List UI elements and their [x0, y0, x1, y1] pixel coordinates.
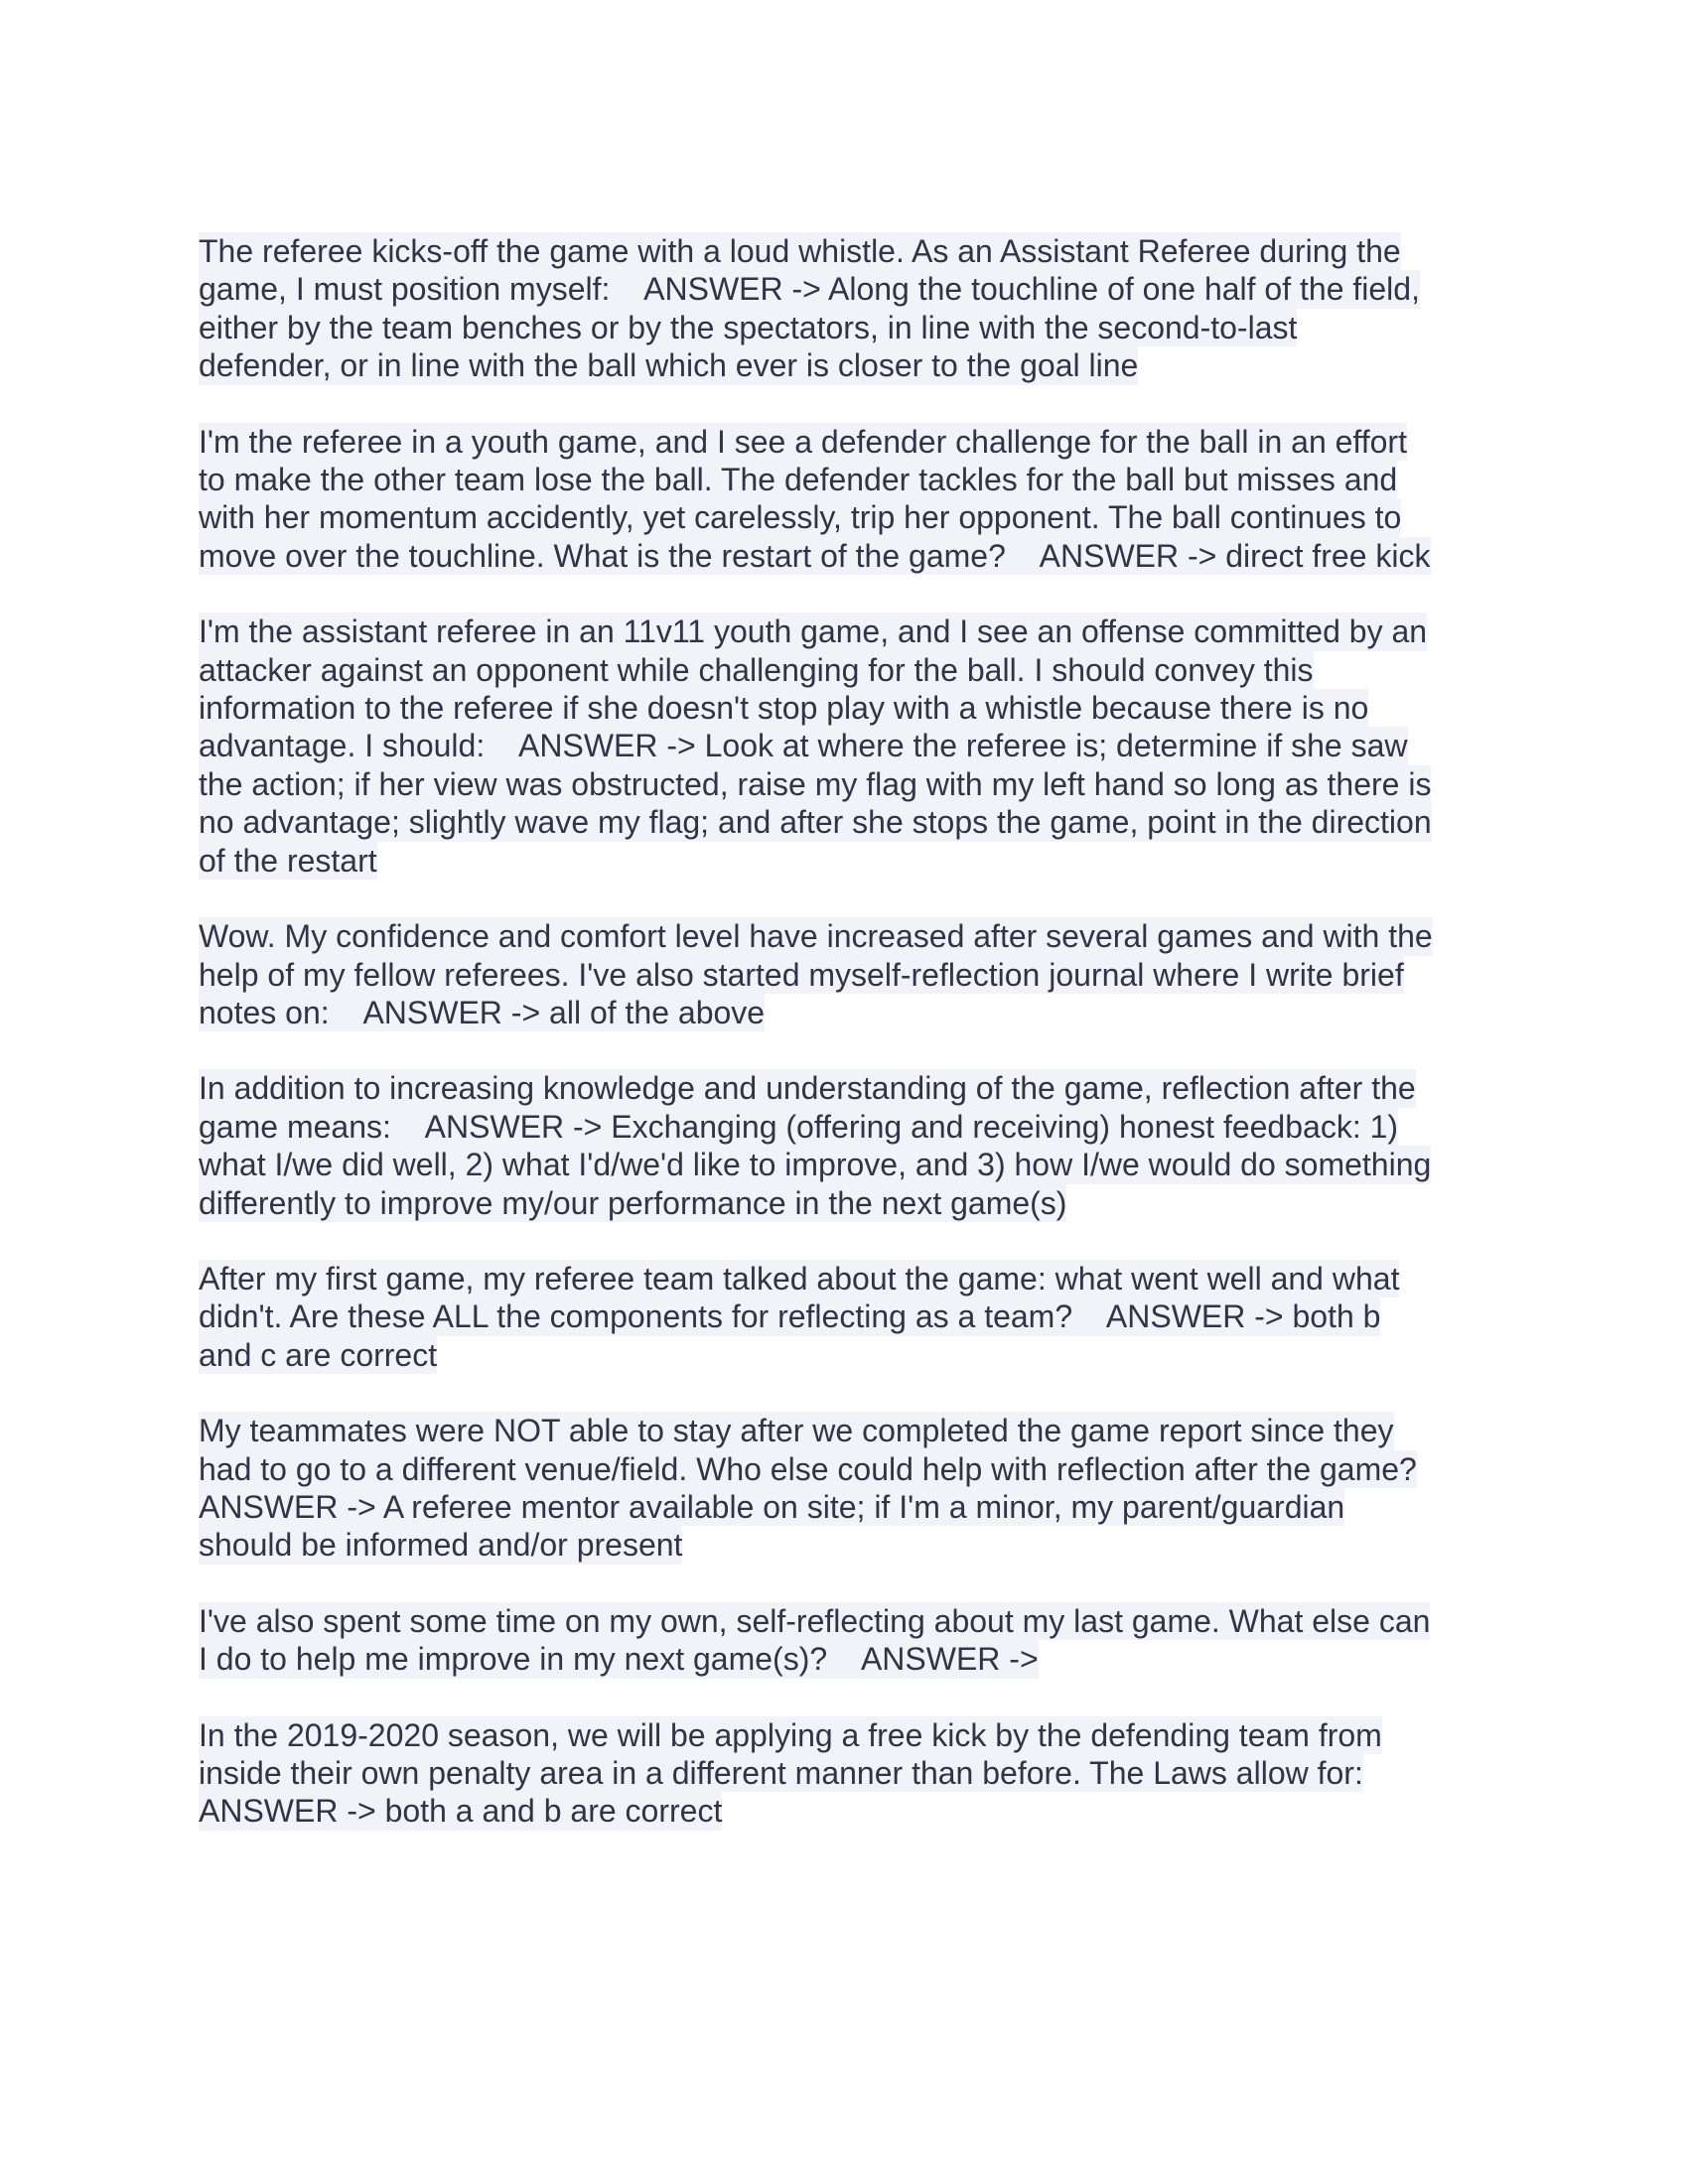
- text-line: notes on: ANSWER -> all of the above: [199, 994, 766, 1030]
- question-block: [199, 1412, 1489, 1565]
- question-block: [199, 613, 1489, 880]
- text-line: Wow. My confidence and comfort level have increased after several games and with the: [199, 918, 1433, 955]
- text-line: The referee kicks-off the game with a loud whistle. As an Assistant Referee during the: [199, 233, 1401, 269]
- text-line: to make the other team lose the ball. The defender tackles for the ball but misses and: [199, 462, 1398, 498]
- text-line: of the restart: [199, 842, 377, 879]
- text-line: In the 2019-2020 season, we will be applying a free kick by the defending team from: [199, 1716, 1382, 1753]
- text-line: I do to help me improve in my next game(s)? ANSWER ->: [199, 1641, 1039, 1678]
- text-line: advantage. I should: ANSWER -> Look at where the referee is; determine if she saw: [199, 728, 1408, 764]
- text-line: differently to improve my/our performance in the next game(s): [199, 1184, 1067, 1221]
- text-line: In addition to increasing knowledge and understanding of the game, reflection after the: [199, 1070, 1416, 1107]
- text-line: After my first game, my referee team talked about the game: what went well and what: [199, 1260, 1400, 1297]
- text-line: no advantage; slightly wave my flag; and after she stops the game, point in the direction: [199, 804, 1432, 841]
- text-line: ANSWER -> both a and b are correct: [199, 1793, 723, 1830]
- question-block: [199, 423, 1489, 576]
- text-line: inside their own penalty area in a different manner than before. The Laws allow for:: [199, 1755, 1363, 1791]
- text-line: game, I must position myself: ANSWER -> Along the touchline of one half of the field,: [199, 271, 1420, 308]
- question-block: [199, 1602, 1489, 1679]
- text-line: game means: ANSWER -> Exchanging (offering and receiving) honest feedback: 1): [199, 1108, 1399, 1145]
- question-block: [199, 1069, 1489, 1222]
- text-line: either by the team benches or by the spectators, in line with the second-to-last: [199, 309, 1298, 345]
- text-line: I've also spent some time on my own, self-reflecting about my last game. What else can: [199, 1602, 1431, 1639]
- question-block: [199, 917, 1489, 1031]
- question-block: [199, 1260, 1489, 1374]
- text-line: had to go to a different venue/field. Who else could help with reflection after the game?: [199, 1450, 1417, 1487]
- text-line: what I/we did well, 2) what I'd/we'd like to improve, and 3) how I/we would do something: [199, 1147, 1432, 1183]
- text-line: information to the referee if she doesn't stop play with a whistle because there is no: [199, 690, 1369, 727]
- text-line: ANSWER -> A referee mentor available on site; if I'm a minor, my parent/guardian: [199, 1488, 1345, 1525]
- text-line: My teammates were NOT able to stay after we completed the game report since they: [199, 1413, 1394, 1449]
- document-body: [199, 232, 1489, 1868]
- text-line: with her momentum accidently, yet carelessly, trip her opponent. The ball continues to: [199, 499, 1402, 536]
- text-line: help of my fellow referees. I've also started myself-reflection journal where I write brief: [199, 956, 1404, 993]
- text-line: should be informed and/or present: [199, 1527, 683, 1564]
- text-line: attacker against an opponent while challenging for the ball. I should convey this: [199, 651, 1314, 688]
- text-line: move over the touchline. What is the restart of the game? ANSWER -> direct free kick: [199, 537, 1431, 574]
- text-line: didn't. Are these ALL the components for reflecting as a team? ANSWER -> both b: [199, 1298, 1381, 1335]
- text-line: the action; if her view was obstructed, raise my flag with my left hand so long as there is: [199, 765, 1432, 802]
- text-line: defender, or in line with the ball which ever is closer to the goal line: [199, 347, 1139, 384]
- question-block: [199, 232, 1489, 385]
- text-line: I'm the assistant referee in an 11v11 youth game, and I see an offense committed by an: [199, 614, 1428, 650]
- text-line: and c are correct: [199, 1336, 438, 1373]
- text-line: I'm the referee in a youth game, and I see a defender challenge for the ball in an effort: [199, 423, 1407, 460]
- question-block: [199, 1716, 1489, 1831]
